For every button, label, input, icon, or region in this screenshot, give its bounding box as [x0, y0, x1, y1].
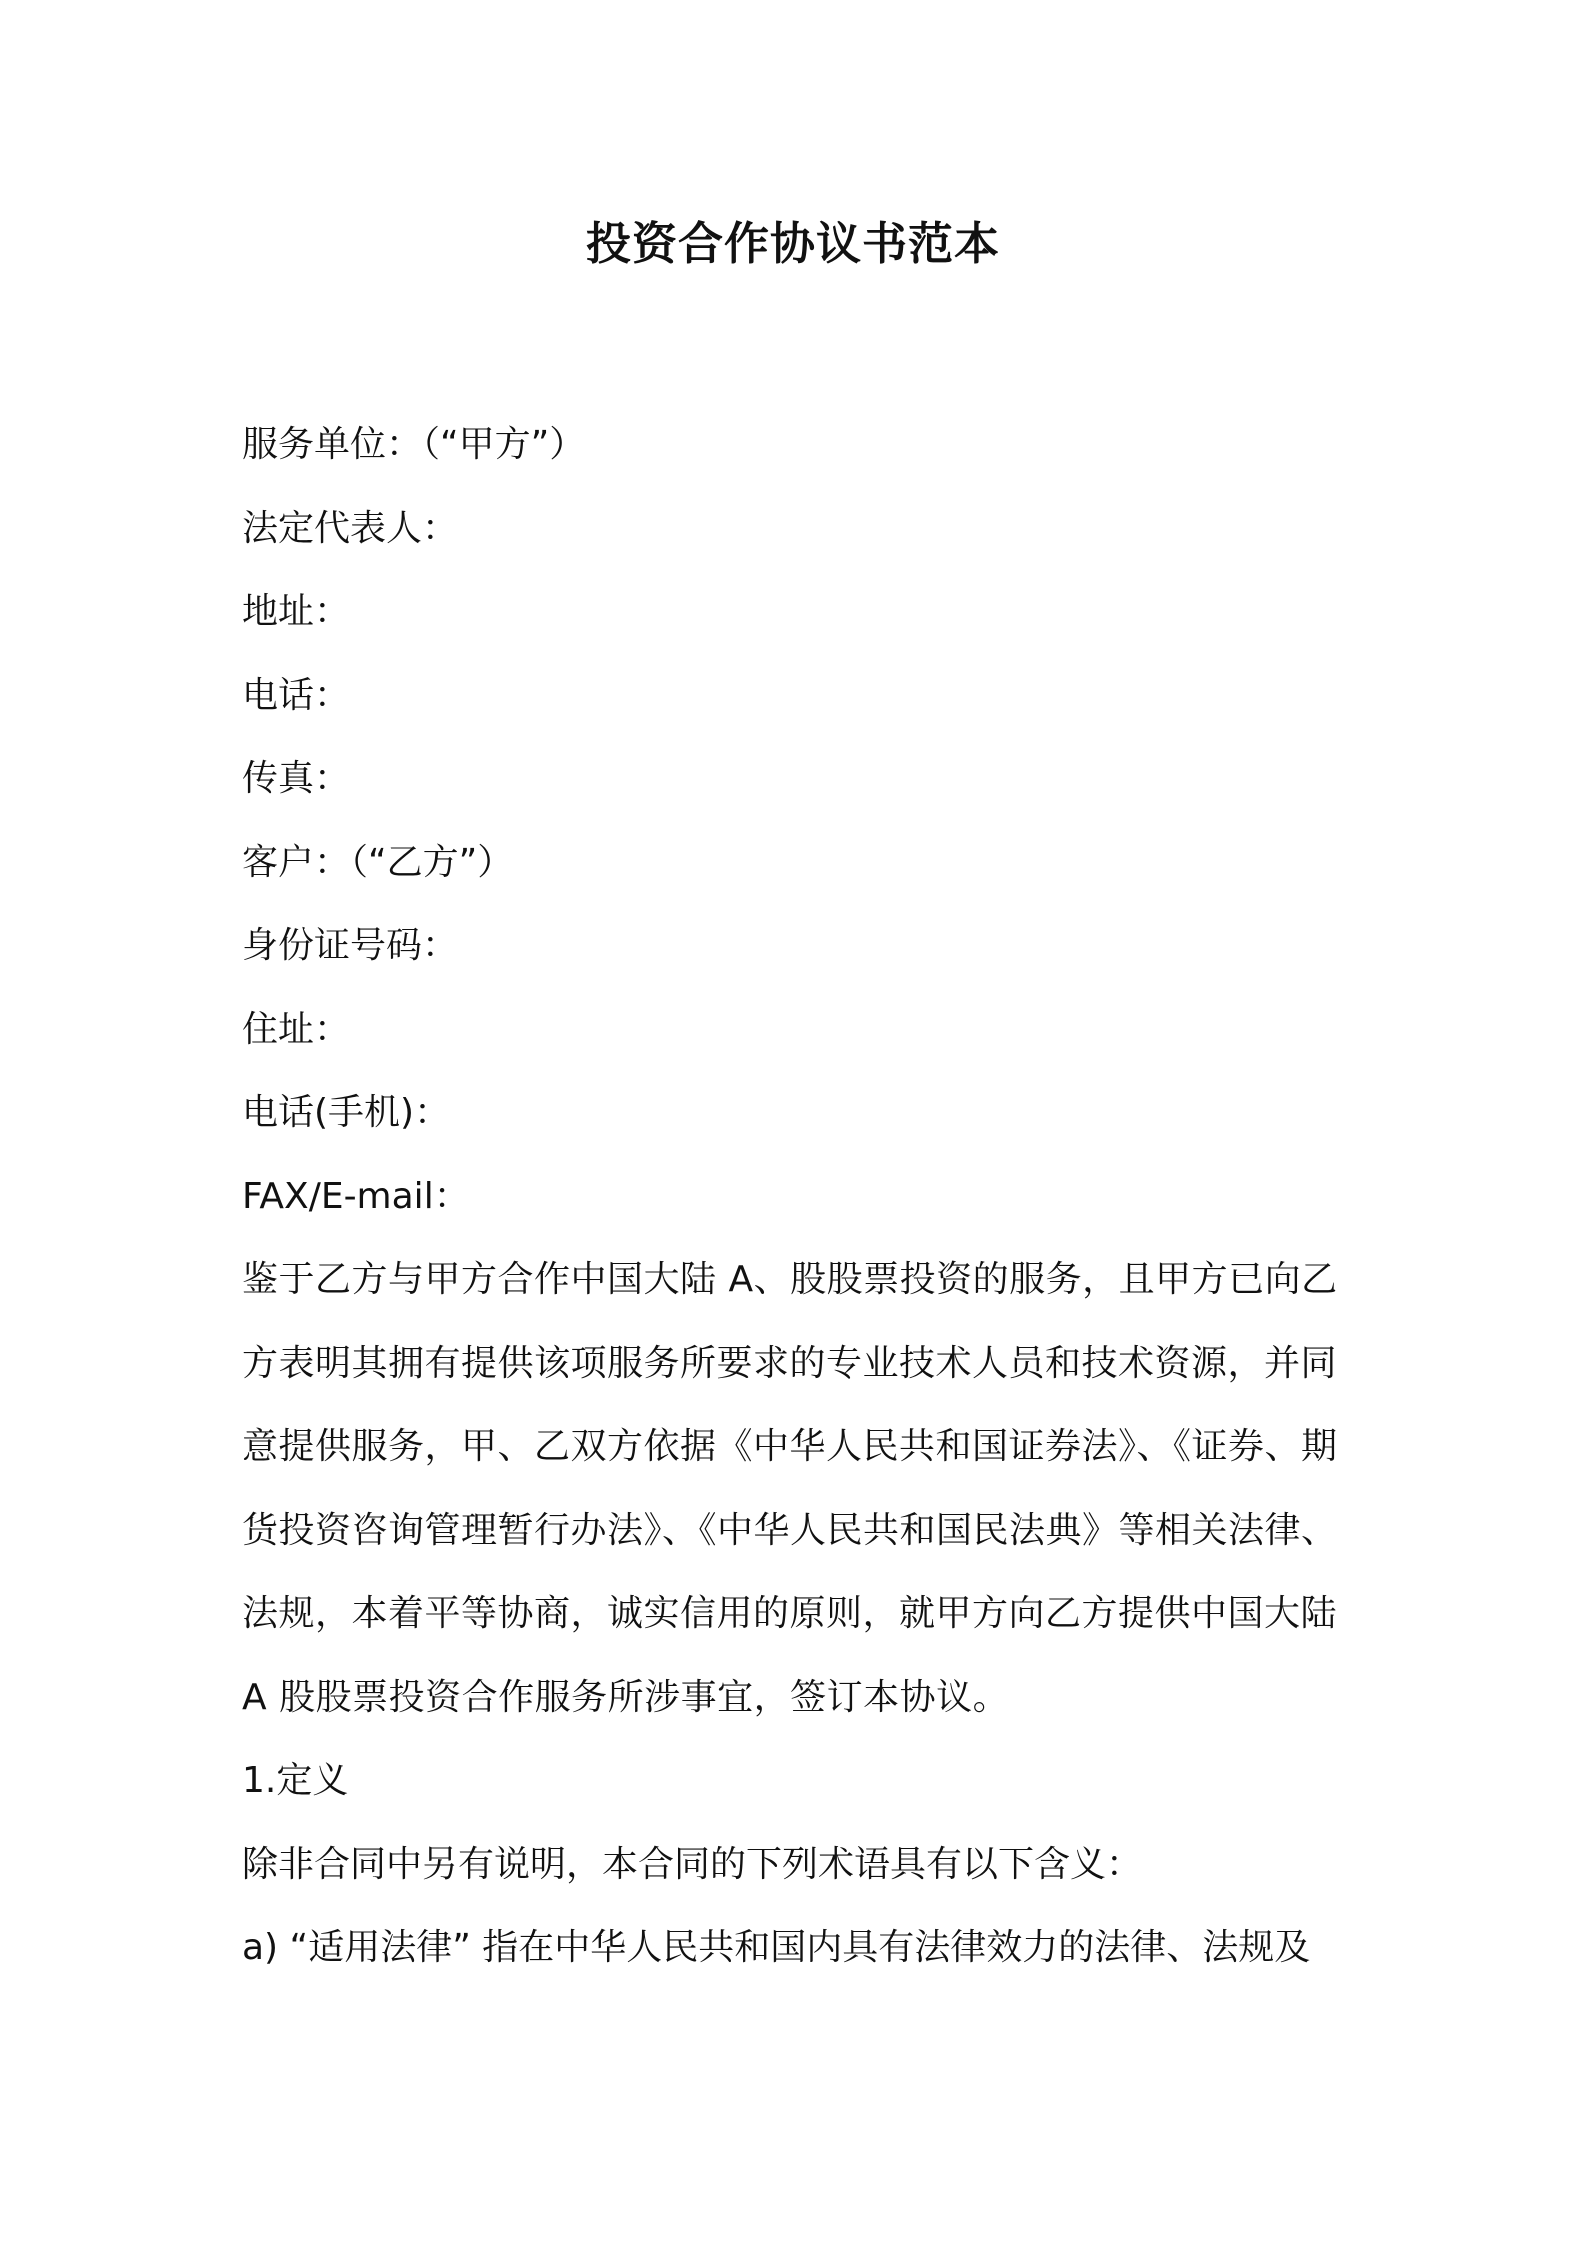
legal-representative-field: 法定代表人： — [242, 507, 459, 549]
document-title: 投资合作协议书范本 — [585, 217, 1000, 270]
residence-field: 住址： — [242, 1008, 351, 1050]
preamble-line: 货投资咨询管理暂行办法》、《中华人民共和国民法典》等相关法律、 — [242, 1509, 1338, 1551]
section-intro: 除非合同中另有说明，本合同的下列术语具有以下含义： — [242, 1843, 1143, 1885]
definition-item-a: a) “适用法律” 指在中华人民共和国内具有法律效力的法律、法规及 — [242, 1927, 1311, 1968]
fax-field: 传真： — [242, 758, 351, 799]
id-number-field: 身份证号码： — [242, 925, 459, 966]
party-b-block — [242, 821, 1357, 1239]
preamble-paragraph — [242, 1238, 1357, 1739]
address-field: 地址： — [242, 591, 351, 632]
section-heading: 1.定义 — [242, 1760, 349, 1801]
mobile-field: 电话(手机)： — [242, 1092, 451, 1133]
document-body — [242, 403, 1357, 1990]
service-unit-field: 服务单位：（“甲方”） — [242, 424, 586, 465]
preamble-line: 方表明其拥有提供该项服务所要求的专业技术人员和技术资源，并同 — [242, 1342, 1338, 1384]
phone-field: 电话： — [242, 674, 351, 716]
client-field: 客户：（“乙方”） — [242, 841, 514, 883]
party-a-block — [242, 403, 1357, 821]
section-definitions — [242, 1739, 1357, 1990]
preamble-line: 法规，本着平等协商，诚实信用的原则，就甲方向乙方提供中国大陆 — [242, 1593, 1338, 1634]
fax-email-field: FAX/E-mail： — [242, 1175, 470, 1217]
preamble-line: A 股股票投资合作服务所涉事宜，签订本协议。 — [242, 1676, 1010, 1718]
preamble-line: 鉴于乙方与甲方合作中国大陆 A、股股票投资的服务，且甲方已向乙 — [242, 1259, 1338, 1300]
preamble-line: 意提供服务，甲、乙双方依据《中华人民共和国证券法》、《证券、期 — [242, 1426, 1338, 1467]
